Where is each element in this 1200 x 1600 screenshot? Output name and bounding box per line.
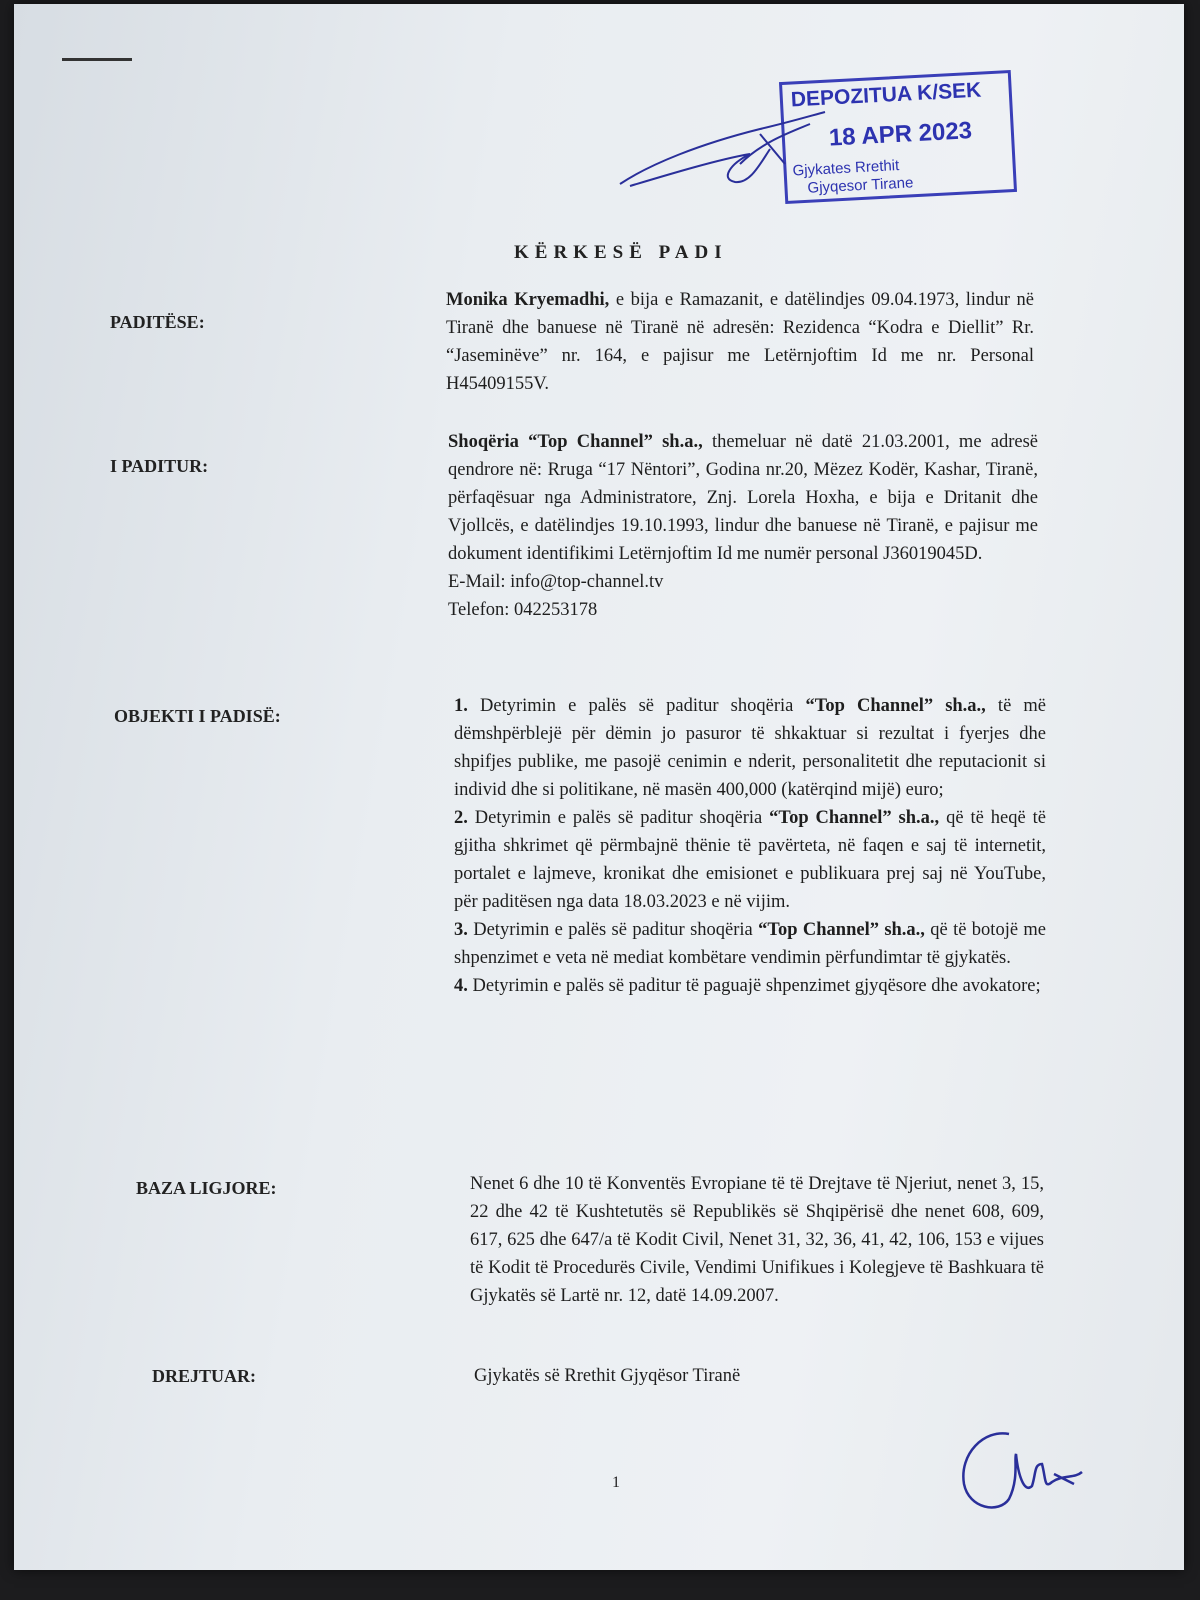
bottom-signature <box>954 1424 1094 1524</box>
stamp-line-1: DEPOZITUA K/SEK <box>790 78 982 112</box>
objekti-item <box>454 804 1046 916</box>
baza-ligjore-block <box>470 1170 1044 1310</box>
item-text: të më dëmshpërblejë për dëmin jo pasuror të shkaktuar si rezultat i fyerjes dhe shpifjes publike, me pasojë cenimin e nderit, personalitetit dhe reputacionit si individ dhe si politikane, në masën 400,000 (katërqind mijë) euro; <box>454 696 1047 800</box>
drejtuar-block <box>474 1362 1034 1390</box>
i-paditur-text: themeluar në datë 21.03.2001, me adresë qendrore në: Rruga “17 Nëntori”, Godina nr.20, Mëzez Kodër, Kashar, Tiranë, përfaqësuar nga Administratore, Znj. Lorela Hoxha, e bija e Dritanit dhe Vjollcës, e datëlindjes 19.10.1993, lindur dhe banuese në Tiranë, e pajisur me dokument identifikimi Letërnjoftim Id me numër personal J36019045D. <box>448 432 1038 564</box>
stamp-line-4: Gjyqesor Tirane <box>807 174 914 197</box>
label-paditese: PADITËSE: <box>110 312 205 332</box>
item-bold: “Top Channel” sh.a., <box>758 920 925 940</box>
document-page <box>14 4 1184 1570</box>
item-number: 4. <box>454 976 468 996</box>
paditese-text: e bija e Ramazanit, e datëlindjes 09.04.1973, lindur në Tiranë dhe banuese në Tiranë në adresën: Rezidenca “Kodra e Diellit” Rr. “Jaseminëve” nr. 164, e pajisur me Letërnjoftim Id me nr. Personal H45409155V. <box>446 290 1034 394</box>
i-paditur-name: Shoqëria “Top Channel” sh.a., <box>448 432 703 452</box>
item-number: 1. <box>454 696 468 716</box>
i-paditur-phone: Telefon: 042253178 <box>448 600 598 620</box>
drejtuar-text: Gjykatës së Rrethit Gjyqësor Tiranë <box>474 1366 741 1386</box>
item-text: që të heqë të gjitha shkrimet që përmbajnë thënie të pavërteta, në faqen e saj të internetit, portalet e lajmeve, kronikat dhe emisionet e publikuara prej saj në YouTube, për paditësen nga data 18.03.2023 e në vijim. <box>454 808 1046 912</box>
stamp-date: 18 APR 2023 <box>828 117 973 152</box>
item-text: që të botojë me shpenzimet e veta në mediat kombëtare vendimin përfundimtar të gjykatës. <box>454 920 1047 968</box>
item-number: 2. <box>454 808 468 828</box>
item-text: Detyrimin e palës së paditur shoqëria <box>467 808 770 828</box>
baza-ligjore-text: Nenet 6 dhe 10 të Konventës Evropiane të të Drejtave të Njeriut, nenet 3, 15, 22 dhe 42 të Kushtetutës së Republikës së Shqipërisë dhe nenet 608, 609, 617, 625 dhe 647/a të Kodit Civil, Nenet 31, 32, 36, 41, 42, 106, 153 e vijues të Kodit të Procedurës Civile, Vendimi Unifikues i Kolegjeve të Bashkuara të Gjykatës së Lartë nr. 12, datë 14.09.2007. <box>470 1174 1044 1306</box>
item-text: Detyrimin e palës së paditur shoqëria <box>467 696 806 716</box>
paditese-block <box>446 286 1034 398</box>
item-bold: “Top Channel” sh.a., <box>805 696 986 716</box>
label-i-paditur: I PADITUR: <box>110 456 209 476</box>
objekti-item <box>454 692 1046 804</box>
label-objekti: OBJEKTI I PADISË: <box>114 706 281 726</box>
document-title: KËRKESË PADI <box>514 242 728 263</box>
label-drejtuar: DREJTUAR: <box>152 1366 257 1386</box>
paditese-name: Monika Kryemadhi, <box>446 290 610 310</box>
label-baza-ligjore: BAZA LIGJORE: <box>136 1178 277 1198</box>
item-bold: “Top Channel” sh.a., <box>769 808 940 828</box>
stamp-line-3: Gjykates Rrethit <box>792 156 900 180</box>
item-text: Detyrimin e palës së paditur shoqëria <box>467 920 759 940</box>
i-paditur-email: E-Mail: info@top-channel.tv <box>448 572 664 592</box>
item-number: 3. <box>454 920 468 940</box>
top-mark <box>62 58 132 61</box>
objekti-block <box>454 692 1046 1000</box>
objekti-item <box>454 916 1046 972</box>
item-text: Detyrimin e palës së paditur të paguajë shpenzimet gjyqësore dhe avokatore; <box>467 976 1041 996</box>
page-number: 1 <box>612 1474 620 1491</box>
objekti-item <box>454 972 1046 1000</box>
i-paditur-block <box>448 428 1038 624</box>
stamp-signature <box>610 104 840 204</box>
